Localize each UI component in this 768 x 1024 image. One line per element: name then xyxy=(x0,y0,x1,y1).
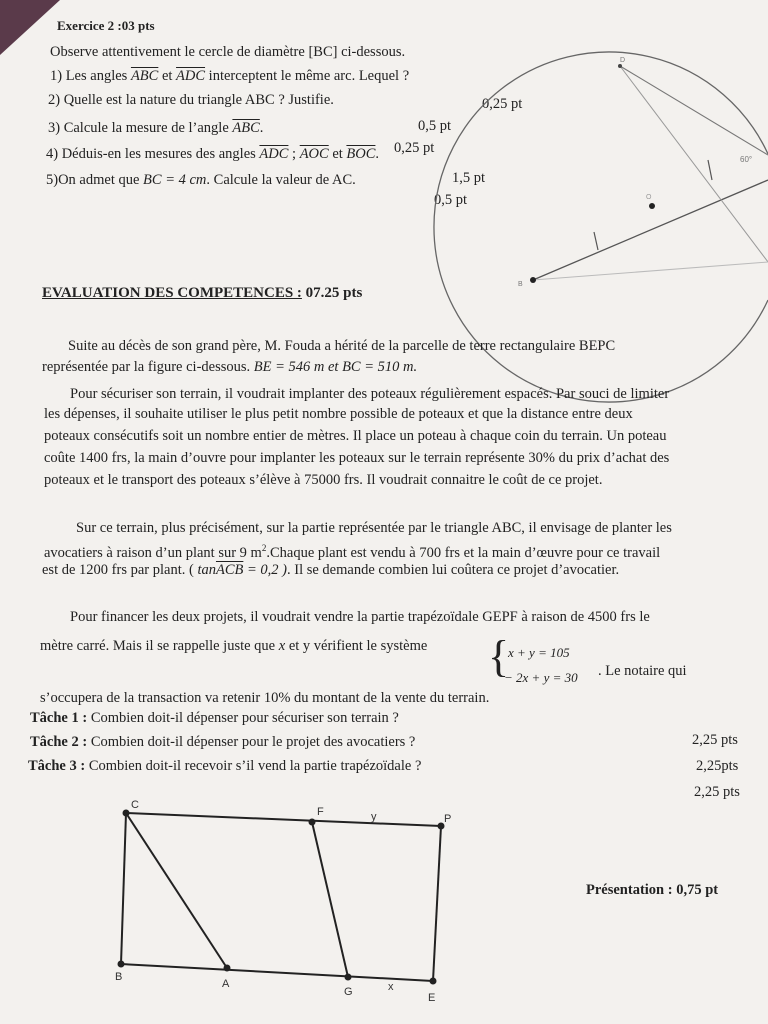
question-3: 3) Calcule la mesure de l’angle $\overline{ABC}$. xyxy=(48,120,264,136)
system-brace: { xyxy=(488,632,510,681)
para3-line2: avocatiers à raison d’un plant sur 9 $m^2.Chaque$ plant est vendu à 700 frs et la main d’œuvre pour ce travail xyxy=(44,543,661,561)
question-4: 4) Déduis-en les mesures des angles $\overline{ADC}$ ; $\overline{AOC}$ et $\overline{BOC}$. xyxy=(46,146,380,162)
point-g xyxy=(345,974,352,981)
label-e: E xyxy=(428,992,436,1004)
label-d: D xyxy=(620,57,626,64)
para4-line1: Pour financer les deux projets, il voudrait vendre la partie trapézoïdale GEPF à raison de 4500 frs le xyxy=(70,609,650,625)
angle-label: 60° xyxy=(740,155,753,164)
question-5: 5)On admet que BC = 4 cm. Calcule la valeur de AC. xyxy=(46,172,356,188)
point-b xyxy=(118,961,125,968)
task-3-points: 2,25 pts xyxy=(694,784,740,800)
question-2: 2) Quelle est la nature du triangle ABC ? Justifie. xyxy=(48,92,334,108)
side-cp xyxy=(126,813,441,826)
label-p: P xyxy=(444,813,452,825)
task-1-points: 2,25 pts xyxy=(692,732,738,748)
question-1-points: 0,25 pt xyxy=(482,96,523,112)
point-f xyxy=(309,819,316,826)
para4-line2: mètre carré. Mais il se rappelle juste que x et y vérifient le système xyxy=(40,638,428,654)
system-equation-1: x + y = 105 xyxy=(508,645,570,660)
label-b: B xyxy=(518,281,523,288)
question-3-points: 0,25 pt xyxy=(394,140,435,156)
label-y: y xyxy=(371,811,377,823)
segment-ca xyxy=(126,813,227,968)
side-bc xyxy=(121,813,126,964)
question-4-points: 1,5 pt xyxy=(452,170,486,186)
point-c xyxy=(123,810,130,817)
side-pe xyxy=(433,826,441,981)
question-5-points: 0,5 pt xyxy=(434,192,468,208)
exercise-title: Exercice 2 :03 pts xyxy=(57,18,155,33)
side-eb xyxy=(121,964,433,981)
para4-line3: s’occupera de la transaction va retenir 10% du montant de la vente du terrain. xyxy=(40,690,490,706)
para2-line2: les dépenses, il souhaite utiliser le plus petit nombre possible de poteaux et que la distance entre deux xyxy=(44,406,633,422)
exercise-intro: Observe attentivement le cercle de diamètre [BC] ci-dessous. xyxy=(50,44,406,60)
question-2-points: 0,5 pt xyxy=(418,118,452,134)
system-equation-2: − 2x + y = 30 xyxy=(504,670,578,685)
point-e xyxy=(430,978,437,985)
para1-line2: représentée par la figure ci-dessous. BE = 546 m et BC = 510 m. xyxy=(42,359,418,375)
label-c: C xyxy=(131,799,139,811)
presentation-points: Présentation : 0,75 pt xyxy=(586,882,719,898)
label-a: A xyxy=(222,978,230,990)
label-x: x xyxy=(388,981,394,993)
label-f: F xyxy=(317,806,324,818)
para4-line2-end: . Le notaire qui xyxy=(598,663,687,679)
label-g: G xyxy=(344,986,353,998)
para2-line1: Pour sécuriser son terrain, il voudrait implanter des poteaux régulièrement espacés. Par souci de limiter xyxy=(70,386,670,402)
para2-line5: poteaux et le transport des poteaux s’élève à 75000 frs. Il voudrait connaitre le coût de ce projet. xyxy=(44,472,603,488)
task-1: Tâche 1 : Combien doit-il dépenser pour sécuriser son terrain ? xyxy=(30,710,399,726)
task-2-points: 2,25pts xyxy=(696,758,739,774)
point-a xyxy=(224,965,231,972)
label-o: O xyxy=(646,194,652,201)
para2-line3: poteaux consécutifs soit un nombre entier de mètres. Il place un poteau à chaque coin du terrain. Un poteau xyxy=(44,428,667,444)
question-1: 1) Les angles $\overline{ABC}$ et $\overline{ADC}$ interceptent le même arc. Lequel ? xyxy=(50,68,410,84)
para3-line1: Sur ce terrain, plus précisément, sur la partie représentée par le triangle ABC, il envisage de planter les xyxy=(76,520,672,536)
para1-line1: Suite au décès de son grand père, M. Fouda a hérité de la parcelle de terre rectangulaire BEPC xyxy=(68,338,616,354)
task-2: Tâche 2 : Combien doit-il dépenser pour le projet des avocatiers ? xyxy=(30,734,416,750)
segment-fg xyxy=(312,822,348,977)
task-3: Tâche 3 : Combien doit-il recevoir s’il vend la partie trapézoïdale ? xyxy=(28,758,422,774)
para3-line3: est de 1200 frs par plant. ( $\tan\overline{ACB} = 0,2$ ). Il se demande combien lui coûtera ce projet d’avocatier. xyxy=(42,562,620,578)
para2-line4: coûte 1400 frs, la main d’ouvre pour implanter les poteaux sur le terrain représente 30% du prix d’achat des xyxy=(44,450,670,466)
evaluation-heading: EVALUATION DES COMPETENCES : 07.25 pts xyxy=(42,285,363,301)
label-b-corner: B xyxy=(115,971,123,983)
